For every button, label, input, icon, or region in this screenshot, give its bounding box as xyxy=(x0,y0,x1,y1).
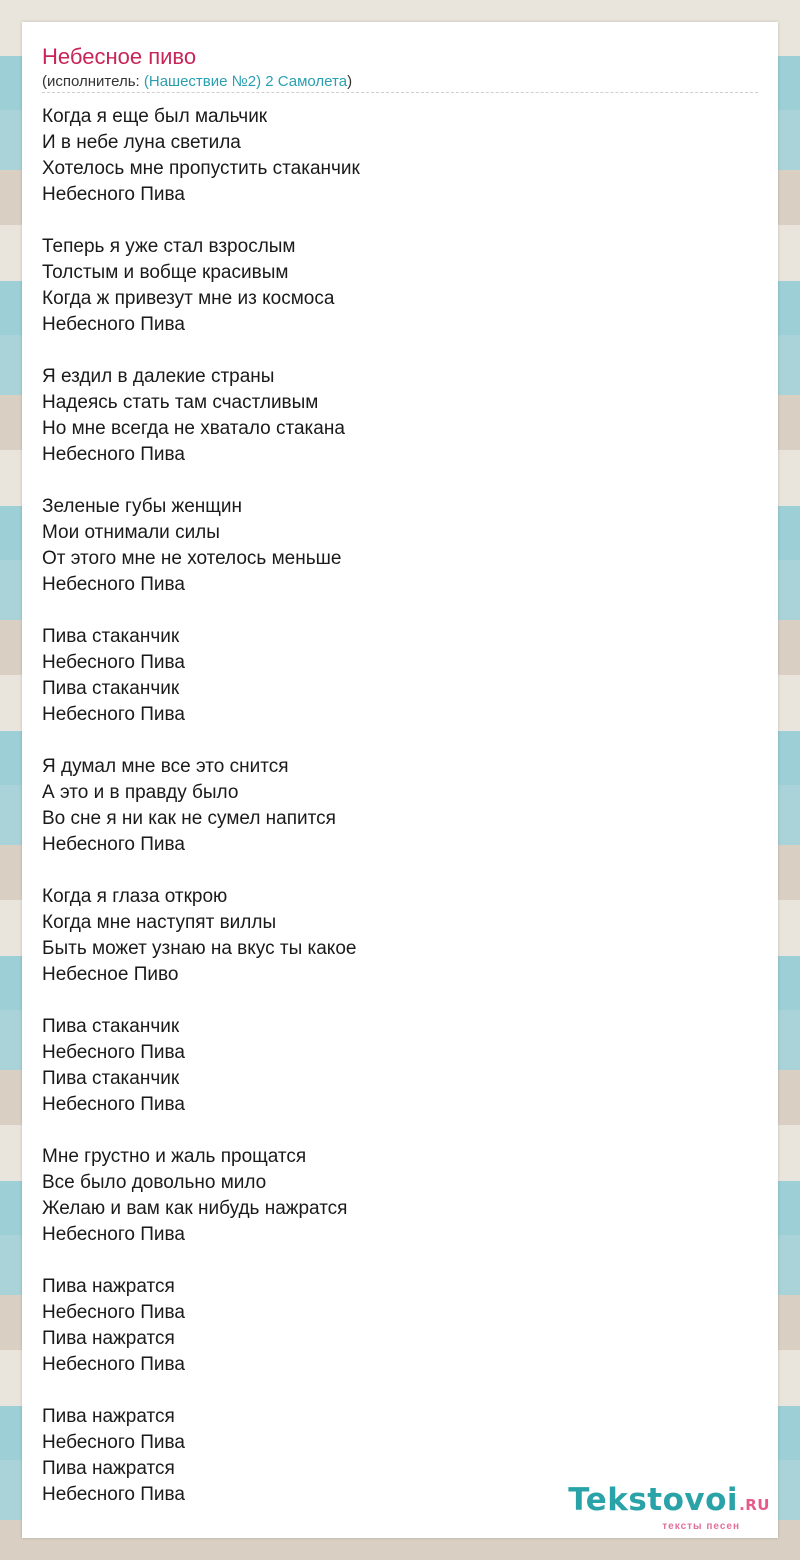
lyric-line: Мои отнимали силы xyxy=(42,522,220,543)
stanza xyxy=(42,234,742,338)
lyric-line: Небесного Пива xyxy=(42,574,185,595)
lyric-line: Небесного Пива xyxy=(42,704,185,725)
lyric-line: Когда мне наступят виллы xyxy=(42,912,277,933)
logo-tld: .RU xyxy=(739,1496,770,1514)
artist-suffix: ) xyxy=(347,73,353,90)
lyric-line: Пива нажратся xyxy=(42,1276,175,1297)
lyric-line: Пива нажратся xyxy=(42,1328,175,1349)
lyric-line: Пива стаканчик xyxy=(42,678,180,699)
lyric-line: Теперь я уже стал взрослым xyxy=(42,236,296,257)
lyric-line: От этого мне не хотелось меньше xyxy=(42,548,342,569)
stanza xyxy=(42,624,742,728)
lyric-line: Пива нажратся xyxy=(42,1458,175,1479)
logo-wordmark xyxy=(568,1483,770,1522)
lyric-line: Я ездил в далекие страны xyxy=(42,366,275,387)
stanza xyxy=(42,104,742,208)
lyric-line: Но мне всегда не хватало стакана xyxy=(42,418,345,439)
lyric-line: Небесного Пива xyxy=(42,1302,185,1323)
stanza xyxy=(42,884,742,988)
lyric-line: Когда ж привезут мне из космоса xyxy=(42,288,335,309)
lyric-line: Небесное Пиво xyxy=(42,964,179,985)
lyric-line: Небесного Пива xyxy=(42,652,185,673)
lyric-line: Небесного Пива xyxy=(42,1094,185,1115)
lyrics-card xyxy=(22,22,778,1538)
lyric-line: Желаю и вам как нибудь нажратся xyxy=(42,1198,348,1219)
lyric-line: Во сне я ни как не сумел напится xyxy=(42,808,336,829)
lyric-line: А это и в правду было xyxy=(42,782,239,803)
song-title: Небесное пиво xyxy=(42,44,197,69)
lyric-line: Мне грустно и жаль прощатся xyxy=(42,1146,307,1167)
divider xyxy=(42,92,758,93)
lyric-line: Надеясь стать там счастливым xyxy=(42,392,319,413)
lyric-line: Небесного Пива xyxy=(42,834,185,855)
lyric-line: Толстым и вобще красивым xyxy=(42,262,289,283)
logo-tagline: тексты песен xyxy=(662,1521,740,1532)
lyric-line: Небесного Пива xyxy=(42,184,185,205)
lyric-line: Пива стаканчик xyxy=(42,1016,180,1037)
lyric-line: Когда я еще был мальчик xyxy=(42,106,268,127)
lyric-line: Когда я глаза открою xyxy=(42,886,228,907)
lyric-line: Пива стаканчик xyxy=(42,626,180,647)
site-logo[interactable] xyxy=(568,1483,770,1532)
lyric-line: И в небе луна светила xyxy=(42,132,241,153)
lyric-line: Быть может узнаю на вкус ты какое xyxy=(42,938,357,959)
artist-link[interactable]: (Нашествие №2) 2 Самолета xyxy=(143,73,348,90)
artist-line xyxy=(42,72,352,92)
stanza xyxy=(42,1274,742,1378)
lyric-line: Небесного Пива xyxy=(42,1354,185,1375)
stanza xyxy=(42,1144,742,1248)
lyric-line: Пива стаканчик xyxy=(42,1068,180,1089)
stanza xyxy=(42,364,742,468)
lyric-line: Небесного Пива xyxy=(42,314,185,335)
lyric-line: Зеленые губы женщин xyxy=(42,496,243,517)
lyrics-text xyxy=(42,104,742,1534)
logo-name: Tekstovoi xyxy=(568,1482,739,1518)
lyric-line: Хотелось мне пропустить стаканчик xyxy=(42,158,360,179)
lyric-line: Все было довольно мило xyxy=(42,1172,267,1193)
lyric-line: Небесного Пива xyxy=(42,1432,185,1453)
lyric-line: Небесного Пива xyxy=(42,444,185,465)
artist-prefix: (исполнитель: xyxy=(42,73,144,90)
stanza xyxy=(42,1014,742,1118)
stanza xyxy=(42,494,742,598)
lyric-line: Небесного Пива xyxy=(42,1484,185,1505)
lyric-line: Небесного Пива xyxy=(42,1042,185,1063)
stanza xyxy=(42,754,742,858)
lyric-line: Небесного Пива xyxy=(42,1224,185,1245)
lyric-line: Пива нажратся xyxy=(42,1406,175,1427)
lyric-line: Я думал мне все это снится xyxy=(42,756,289,777)
